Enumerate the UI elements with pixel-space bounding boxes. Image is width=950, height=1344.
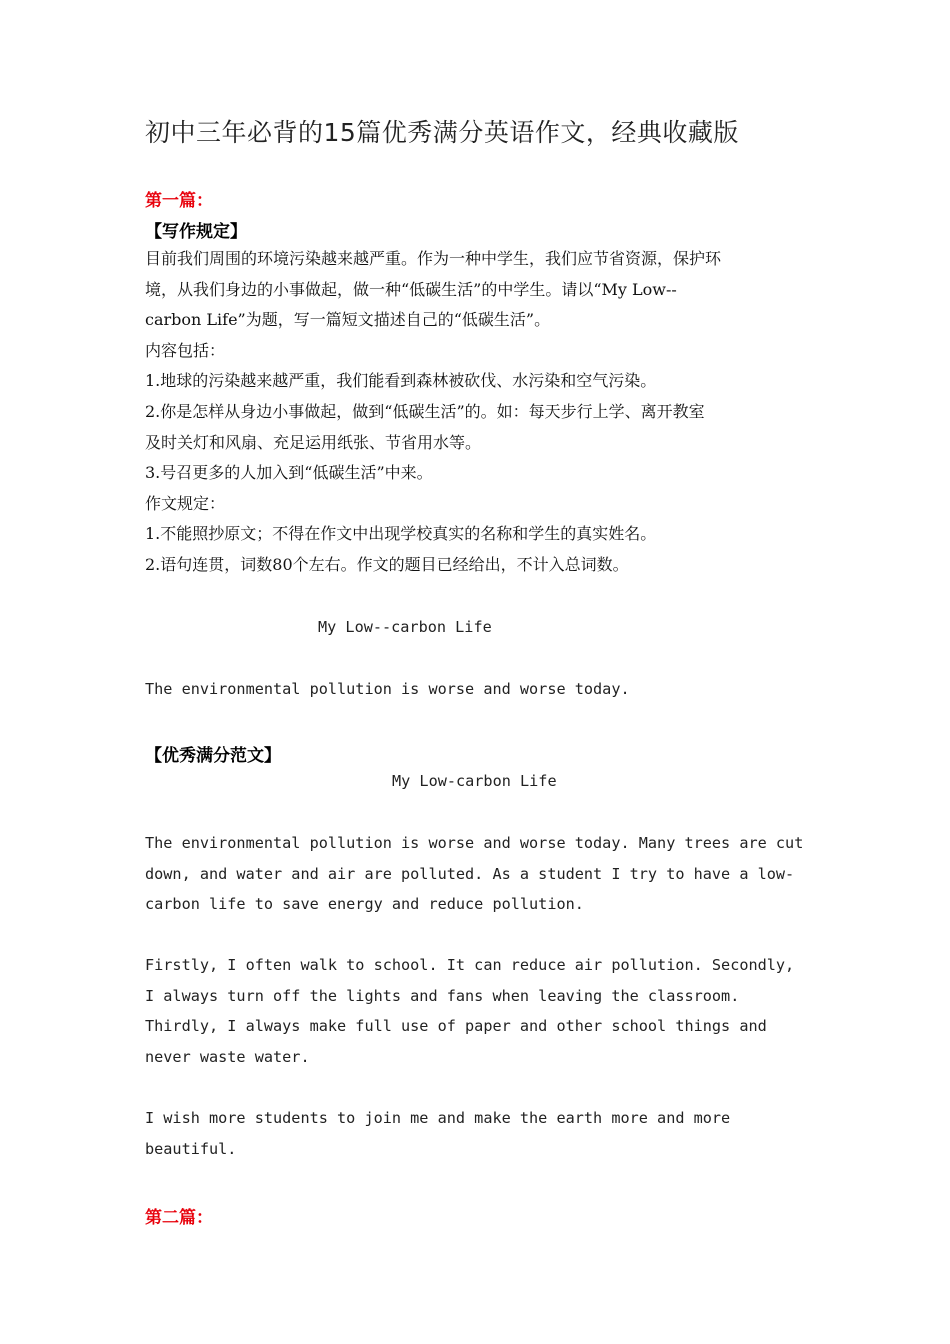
essay-line: The environmental pollution is worse and worse today. Many trees are cut (145, 834, 804, 852)
essay-line: beautiful. (145, 1139, 237, 1158)
essay-line: down, and water and air are polluted. As a student I try to have a low- (145, 864, 795, 883)
model-essay-heading: 【优秀满分范文】 (145, 746, 281, 766)
prompt-line: 1.不能照抄原文；不得在作文中出现学校真实的名称和学生的真实姓名。 (145, 524, 657, 544)
document-title: 初中三年必背的15篇优秀满分英语作文，经典收藏版 (145, 118, 739, 147)
model-essay-title: My Low-carbon Life (392, 772, 557, 790)
essay-line: carbon life to save energy and reduce pollution. (145, 895, 584, 914)
writing-prompt (145, 244, 810, 581)
prompt-line: 1.地球的污染越来越严重，我们能看到森林被砍伐、水污染和空气污染。 (145, 371, 657, 391)
essay-line: I wish more students to join me and make the earth more and more (145, 1109, 731, 1127)
prompt-line: 目前我们周围的环境污染越来越严重。作为一种中学生，我们应节省资源，保护环 (145, 249, 722, 268)
prompt-line: 内容包括： (145, 340, 226, 360)
essay-line: never waste water. (145, 1047, 310, 1066)
prompt-line: 3.号召更多的人加入到“低碳生活”中来。 (145, 463, 433, 483)
prompt-line: 作文规定： (145, 493, 226, 513)
given-opening-sentence: The environmental pollution is worse and worse today. (145, 680, 630, 698)
given-essay-title: My Low--carbon Life (318, 618, 492, 636)
essay-line: Firstly, I often walk to school. It can reduce air pollution. Secondly, (145, 956, 795, 974)
writing-requirements-heading: 【写作规定】 (145, 222, 247, 242)
essay-line: Thirdly, I always make full use of paper and other school things and (145, 1017, 767, 1036)
model-essay-paragraph (145, 1103, 810, 1164)
prompt-line: 2.你是怎样从身边小事做起，做到“低碳生活”的。如：每天步行上学、离开教室 (145, 401, 705, 421)
section-2-heading: 第二篇： (145, 1208, 213, 1228)
prompt-line: 及时关灯和风扇、充足运用纸张、节省用水等。 (145, 432, 482, 452)
prompt-line: 境，从我们身边的小事做起，做一种“低碳生活”的中学生。请以“My Low-- (145, 279, 677, 299)
essay-line: I always turn off the lights and fans when leaving the classroom. (145, 986, 740, 1005)
prompt-line: 2.语句连贯，词数80个左右。作文的题目已经给出，不计入总词数。 (145, 554, 629, 574)
prompt-line: carbon Life”为题，写一篇短文描述自己的“低碳生活”。 (145, 310, 551, 330)
model-essay-paragraph (145, 950, 810, 1072)
section-1-heading: 第一篇： (145, 191, 213, 211)
model-essay-paragraph (145, 828, 810, 920)
